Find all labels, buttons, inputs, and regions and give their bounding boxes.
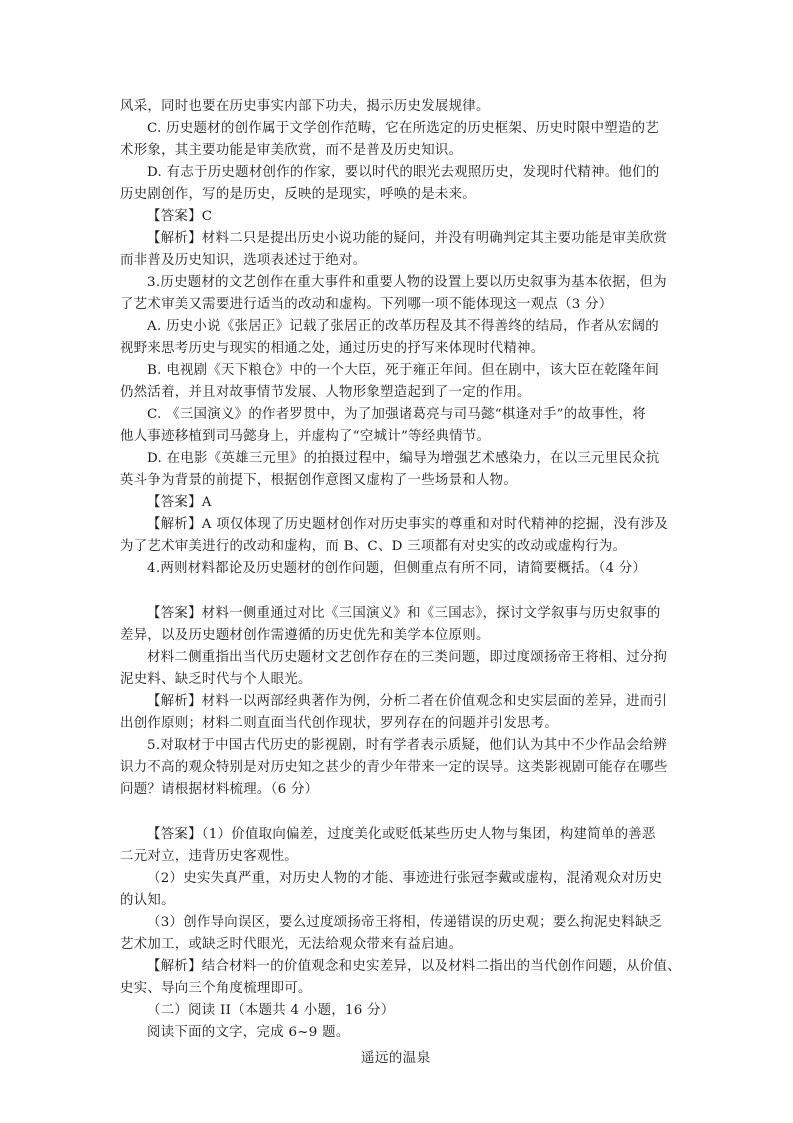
text-line: 风采，同时也要在历史事实内部下功夫，揭示历史发展规律。 xyxy=(120,99,490,114)
option-c: C. 《三国演义》的作者罗贯中，为了加强诸葛亮与司马懿“棋逢对手”的故事性，将 xyxy=(147,407,646,422)
text-line: 的认知。 xyxy=(120,893,175,908)
text-line: 术形象，其主要功能是审美欣赏，而不是普及历史知识。 xyxy=(120,143,463,158)
text-line: 视野来思考历史与现实的相通之处，通过历史的抒写来体现时代精神。 xyxy=(120,341,545,356)
option-a: A. 历史小说《张居正》记载了张居正的改革历程及其不得善终的结局，作者从宏阔的 xyxy=(147,319,659,334)
analysis-label: 【解析】材料二只是提出历史小说功能的疑问，并没有明确判定其主要功能是审美欣赏 xyxy=(147,231,668,246)
text-line: 仍然活着，并且对故事情节发展、人物形象塑造起到了一定的作用。 xyxy=(120,385,531,400)
option-c: C. 历史题材的创作属于文学创作范畴，它在所选定的历史框架、历史时限中塑造的艺 xyxy=(147,121,660,136)
text-line: 出创作原则；材料二则直面当代创作现状，罗列存在的问题并引发思考。 xyxy=(120,716,559,731)
option-d: D. 有志于历史题材创作的作家，要以时代的眼光去观照历史，发现时代精神。他们的 xyxy=(147,165,660,180)
text-line: 他人事迹移植到司马懿身上，并虚构了“空城计”等经典情节。 xyxy=(120,429,491,444)
text-line: （2）史实失真严重，对历史人物的才能、事迹进行张冠李戴或虚构，混淆观众对历史 xyxy=(147,871,663,886)
analysis-label: 【解析】结合材料一的价值观念和史实差异，以及材料二指出的当代创作问题，从价值、 xyxy=(147,959,681,974)
text-line: 而非普及历史知识，选项表述过于绝对。 xyxy=(120,253,367,268)
question-3: 3.历史题材的文艺创作在重大事件和重要人物的设置上要以历史叙事为基本依据，但为 xyxy=(147,275,667,290)
analysis-label: 【解析】A 项仅体现了历史题材创作对历史事实的尊重和对时代精神的挖掘，没有涉及 xyxy=(147,517,669,532)
passage-title: 遥远的温泉 xyxy=(361,1050,431,1066)
question-5: 5.对取材于中国古代历史的影视剧，时有学者表示质疑，他们认为其中不少作品会给辨 xyxy=(147,738,667,753)
option-b: B. 电视剧《天下粮仓》中的一个大臣，死于雍正年间。但在剧中，该大臣在乾隆年间 xyxy=(147,363,660,378)
text-line: 泥史料、缺乏时代与个人眼光。 xyxy=(120,672,312,687)
option-d: D. 在电影《英雄三元里》的拍摄过程中，编导为增强艺术感染力，在以三元里民众抗 xyxy=(147,451,660,466)
analysis-label: 【解析】材料一以两部经典著作为例，分析二者在价值观念和史实层面的差异，进而引 xyxy=(147,694,668,709)
instruction-line: 阅读下面的文字，完成 6~9 题。 xyxy=(147,1025,350,1040)
question-4: 4.两则材料都论及历史题材的创作问题，但侧重点有所不同，请简要概括。（4 分） xyxy=(147,561,647,576)
answer-label: 【答案】C xyxy=(147,209,213,224)
answer-label: 【答案】材料一侧重通过对比《三国演义》和《三国志》，探讨文学叙事与历史叙事的 xyxy=(147,606,661,621)
answer-label: 【答案】A xyxy=(147,495,212,510)
text-line: 识力不高的观众特别是对历史知之甚少的青少年带来一定的误导。这类影视剧可能存在哪些 xyxy=(120,760,668,775)
text-line: 艺术加工，或缺乏时代眼光，无法给观众带来有益启迪。 xyxy=(120,937,463,952)
section-heading: （二）阅读 II（本题共 4 小题，16 分） xyxy=(147,1003,395,1018)
text-line: 二元对立，违背历史客观性。 xyxy=(120,849,298,864)
text-line: 史实、导向三个角度梳理即可。 xyxy=(120,981,312,996)
text-line: 英斗争为背景的前提下，根据创作意图又虚构了一些场景和人物。 xyxy=(120,473,518,488)
text-line: 材料二侧重指出当代历史题材文艺创作存在的三类问题，即过度颂扬帝王将相、过分拘 xyxy=(147,650,668,665)
text-line: 了艺术审美又需要进行适当的改动和虚构。下列哪一项不能体现这一观点（3 分） xyxy=(120,297,613,312)
text-line: 问题？请根据材料梳理。（6 分） xyxy=(120,782,319,797)
answer-label: 【答案】（1）价值取向偏差，过度美化或贬低某些历史人物与集团，构建简单的善恶 xyxy=(147,827,656,842)
text-line: 为了艺术审美进行的改动和虚构，而 B、C、D 三项都有对史实的改动或虚构行为。 xyxy=(120,539,627,554)
text-line: 差异，以及历史题材创作需遵循的历史优先和美学本位原则。 xyxy=(120,628,490,643)
text-line: 历史剧创作，写的是历史，反映的是现实，呼唤的是未来。 xyxy=(120,187,476,202)
text-line: （3）创作导向误区，要么过度颂扬帝王将相，传递错误的历史观；要么拘泥史料缺乏 xyxy=(147,915,663,930)
